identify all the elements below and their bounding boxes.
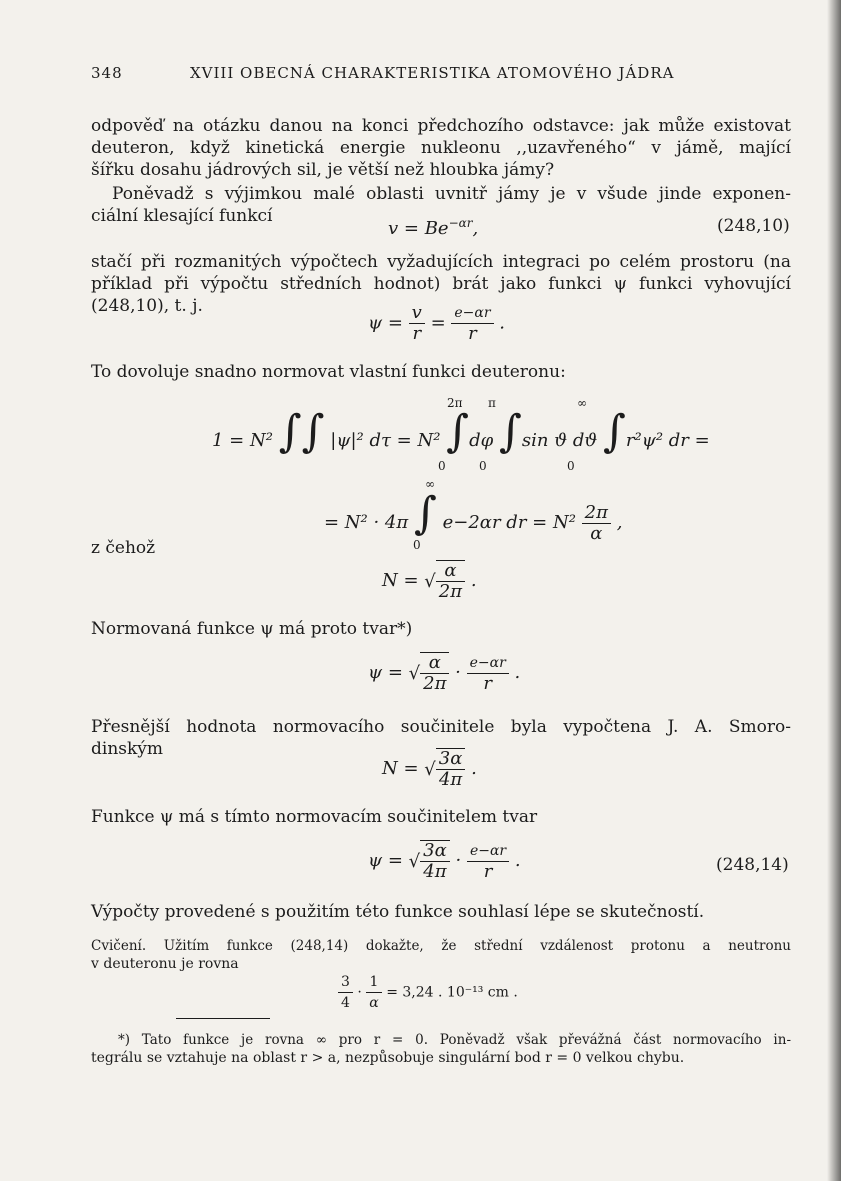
from-which-label: z čehož xyxy=(91,538,156,558)
normalization-integral-1: 1 = N² ∫∫ |ψ|² dτ = N² ∫dφ ∫sin ϑ dϑ ∫r²ψ² dr = xyxy=(212,406,710,457)
limit-upper-2pi: 2π xyxy=(447,396,463,410)
limit-upper-infinity: ∞ xyxy=(577,396,587,410)
equation-number-248-10: (248,10) xyxy=(717,216,790,236)
paragraph-3-line-2: příklad při výpočtu středních hodnot) brát jako funkci ψ funkci vyhovující xyxy=(91,274,791,294)
limit-lower-zero-1: 0 xyxy=(438,459,446,473)
equation-N-smorodinsky: N = √ $\frac{3\alpha}{4\pi}$ . xyxy=(382,748,477,790)
paragraph-8-line-1: Výpočty provedené s použitím této funkce souhlasí lépe se skutečností. xyxy=(91,902,705,922)
paragraph-2-line-1: Poněvadž s výjimkou malé oblasti uvnitř jámy je v všude jinde exponen- xyxy=(112,184,791,204)
equation-N-first: N = √ $\frac{\alpha}{2\pi}$ . xyxy=(382,560,477,602)
paragraph-6-line-2: dinským xyxy=(91,739,164,759)
footnote-line-2: tegrálu se vztahuje na oblast r > a, nezpůsobuje singulární bod r = 0 velkou chybu. xyxy=(91,1050,685,1066)
page-edge-shadow xyxy=(827,0,841,1181)
limit-lower-zero-3: 0 xyxy=(567,459,575,473)
paragraph-5-line-1: Normovaná funkce ψ má proto tvar*) xyxy=(91,619,413,639)
limit-lower-zero-2: 0 xyxy=(479,459,487,473)
limit-upper-pi: π xyxy=(488,396,496,410)
running-title: XVIII OBECNÁ CHARAKTERISTIKA ATOMOVÉHO JÁDRA xyxy=(190,64,675,82)
paragraph-1-line-3: šířku dosahu jádrových sil, je větší než hloubka jámy? xyxy=(91,160,555,180)
limit-lower-zero-4: 0 xyxy=(413,538,421,552)
paragraph-3-line-3: (248,10), t. j. xyxy=(91,296,203,316)
footnote-line-1: *) Tato funkce je rovna ∞ pro r = 0. Poněvadž však převážná část normovacího in- xyxy=(118,1032,791,1048)
paragraph-1-line-1: odpověď na otázku danou na konci předchozího odstavce: jak může existovat xyxy=(91,116,791,136)
exercise-line-2: v deuteronu je rovna xyxy=(91,956,239,972)
paragraph-6-line-1: Přesnější hodnota normovacího součinitele byla vypočtena J. A. Smoro- xyxy=(91,717,791,737)
exercise-equation: $\frac{3}{4}$ · $\frac{1}{\alpha}$ = 3,24 . 10⁻¹³ cm . xyxy=(338,972,518,1013)
paragraph-3-line-1: stačí při rozmanitých výpočtech vyžadujících integraci po celém prostoru (na xyxy=(91,252,791,272)
footnote-rule xyxy=(176,1018,270,1019)
paragraph-1-line-2: deuteron, když kinetická energie nukleonu ,,uzavřeného“ v jámě, mající xyxy=(91,138,791,158)
paragraph-2-line-2: ciální klesající funkcí xyxy=(91,206,273,226)
equation-psi-definition: ψ = $\frac{v}{r}$ = $\frac{e-\alpha r}{r}$ . xyxy=(368,302,506,344)
paragraph-4-line-1: To dovoluje snadno normovat vlastní funkci deuteronu: xyxy=(91,362,566,382)
equation-248-14: ψ = √ $\frac{3\alpha}{4\pi}$ · $\frac{e-\alpha r}{r}$ . xyxy=(368,840,521,882)
limit-upper-infinity-2: ∞ xyxy=(425,477,435,491)
paragraph-7-line-1: Funkce ψ má s tímto normovacím součinitelem tvar xyxy=(91,807,538,827)
normalization-integral-2: = N² · 4π ∫ e−2αr dr = N² $\frac{2\pi}{\alpha}$ , xyxy=(324,488,623,544)
exercise-line-1: Cvičení. Užitím funkce (248,14) dokažte, že střední vzdálenost protonu a neutronu xyxy=(91,938,791,954)
page-number: 348 xyxy=(91,64,123,82)
equation-number-248-14: (248,14) xyxy=(716,855,789,875)
equation-248-10: $v = Be^{-\alpha r}$, xyxy=(388,216,479,239)
equation-psi-normalized: ψ = √ $\frac{\alpha}{2\pi}$ · $\frac{e-\alpha r}{r}$ . xyxy=(368,652,521,694)
